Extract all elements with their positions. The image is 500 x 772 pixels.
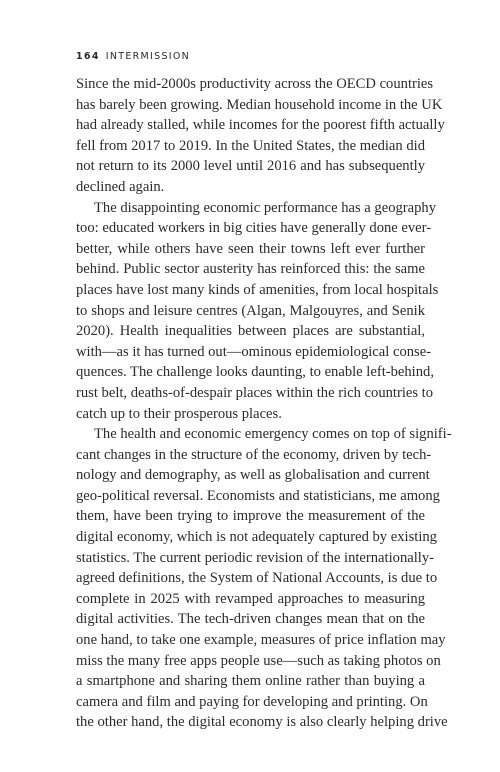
text-line: The health and economic emergency comes on top of signifi-	[94, 426, 452, 443]
text-line: too: educated workers in big cities have generally done ever-	[76, 220, 432, 237]
text-line: better, while others have seen their towns left ever further	[76, 240, 425, 257]
text-line: catch up to their prosperous places.	[76, 405, 282, 422]
text-line: statistics. The current periodic revision of the internationally-	[76, 549, 434, 566]
text-line: agreed definitions, the System of National Accounts, is due to	[76, 570, 438, 587]
text-line: one hand, to take one example, measures of price inflation may	[76, 632, 446, 649]
text-line: cant changes in the structure of the economy, driven by tech-	[76, 446, 432, 463]
text-line: camera and film and paying for developing and printing. On	[76, 693, 428, 710]
text-line: a smartphone and sharing them online rather than buying a	[76, 673, 425, 690]
text-line: not return to its 2000 level until 2016 and has subsequently	[76, 158, 425, 175]
text-line: rust belt, deaths-of-despair places within the rich countries to	[76, 384, 434, 401]
paragraph	[76, 74, 445, 198]
text-line: complete in 2025 with revamped approaches to measuring	[76, 590, 425, 607]
section-title: INTERMISSION	[105, 51, 191, 62]
text-line: them, have been trying to improve the measurement of the	[76, 508, 425, 525]
text-line: quences. The challenge looks daunting, to enable left-behind,	[76, 364, 434, 381]
text-line: miss the many free apps people use—such as taking photos on	[76, 652, 441, 669]
text-line: nology and demography, as well as globalisation and current	[76, 467, 430, 484]
running-head	[76, 51, 190, 62]
page-number: 164	[76, 51, 100, 62]
text-line: geo-political reversal. Economists and statisticians, me among	[76, 487, 440, 504]
text-line: had already stalled, while incomes for the poorest fifth actually	[76, 117, 445, 134]
text-line: fell from 2017 to 2019. In the United States, the median did	[76, 137, 425, 154]
text-line: digital activities. The tech-driven changes mean that on the	[76, 611, 425, 628]
text-line: to shops and leisure centres (Algan, Malgouyres, and Senik	[76, 302, 425, 319]
paragraph	[76, 424, 452, 733]
text-line: places have lost many kinds of amenities, from local hospitals	[76, 281, 439, 298]
text-line: with—as it has turned out—ominous epidemiological conse-	[76, 343, 432, 360]
text-line: Since the mid-2000s productivity across the OECD countries	[76, 76, 434, 92]
text-line: has barely been growing. Median household income in the UK	[76, 96, 443, 113]
body-text	[76, 74, 452, 733]
text-line: declined again.	[76, 178, 165, 195]
text-line: 2020). Health inequalities between places are substantial,	[76, 323, 425, 340]
text-line: digital economy, which is not adequately captured by existing	[76, 529, 437, 546]
text-line: the other hand, the digital economy is also clearly helping drive	[76, 714, 448, 731]
text-line: The disappointing economic performance has a geography	[94, 199, 437, 216]
paragraph	[76, 198, 439, 425]
text-line: behind. Public sector austerity has reinforced this: the same	[76, 261, 425, 278]
